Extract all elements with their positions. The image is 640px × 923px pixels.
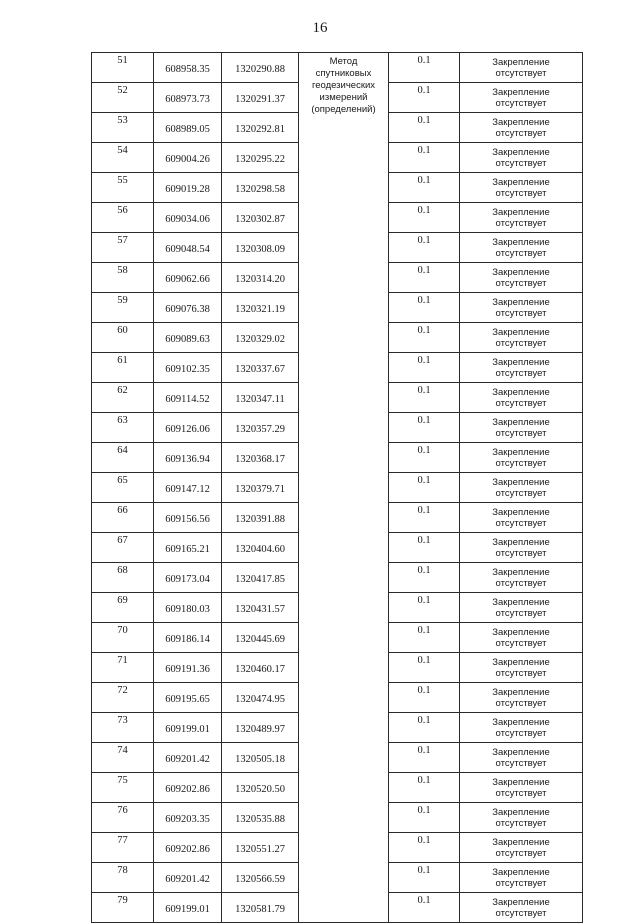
fixing-line-1: Закрепление (492, 206, 550, 218)
point-number-cell: 53 (92, 113, 154, 143)
fixing-cell (460, 143, 583, 173)
point-number-cell: 71 (92, 653, 154, 683)
point-number-cell: 79 (92, 893, 154, 923)
fixing-line-1: Закрепление (492, 176, 550, 188)
x-coordinate-cell: 609048.54 (154, 233, 222, 263)
fixing-line-2: отсутствует (495, 877, 547, 889)
fixing-cell (460, 443, 583, 473)
fixing-line-2: отсутствует (495, 97, 547, 109)
x-coordinate-cell: 609195.65 (154, 683, 222, 713)
x-coordinate-cell: 609019.28 (154, 173, 222, 203)
point-number-cell: 72 (92, 683, 154, 713)
x-coordinate-cell: 609199.01 (154, 713, 222, 743)
fixing-line-2: отсутствует (495, 277, 547, 289)
point-number-cell: 59 (92, 293, 154, 323)
fixing-line-1: Закрепление (492, 86, 550, 98)
accuracy-cell: 0.1 (389, 113, 460, 143)
accuracy-cell: 0.1 (389, 743, 460, 773)
accuracy-cell: 0.1 (389, 563, 460, 593)
y-coordinate-cell: 1320566.59 (222, 863, 299, 893)
y-coordinate-cell: 1320581.79 (222, 893, 299, 923)
point-number-cell: 60 (92, 323, 154, 353)
x-coordinate-cell: 608989.05 (154, 113, 222, 143)
fixing-line-1: Закрепление (492, 446, 550, 458)
accuracy-cell: 0.1 (389, 263, 460, 293)
accuracy-cell: 0.1 (389, 803, 460, 833)
fixing-cell (460, 773, 583, 803)
accuracy-cell: 0.1 (389, 773, 460, 803)
fixing-cell (460, 803, 583, 833)
accuracy-cell: 0.1 (389, 533, 460, 563)
fixing-line-2: отсутствует (495, 397, 547, 409)
point-number-cell: 57 (92, 233, 154, 263)
point-number-cell: 61 (92, 353, 154, 383)
accuracy-cell: 0.1 (389, 593, 460, 623)
y-coordinate-cell: 1320357.29 (222, 413, 299, 443)
x-coordinate-cell: 608958.35 (154, 53, 222, 83)
fixing-cell (460, 203, 583, 233)
accuracy-cell: 0.1 (389, 383, 460, 413)
point-number-cell: 77 (92, 833, 154, 863)
x-coordinate-cell: 609102.35 (154, 353, 222, 383)
fixing-line-2: отсутствует (495, 127, 547, 139)
coordinates-table (91, 52, 583, 923)
x-coordinate-cell: 609203.35 (154, 803, 222, 833)
fixing-cell (460, 323, 583, 353)
fixing-line-2: отсутствует (495, 727, 547, 739)
fixing-cell (460, 863, 583, 893)
fixing-cell (460, 893, 583, 923)
fixing-line-2: отсутствует (495, 697, 547, 709)
fixing-cell (460, 653, 583, 683)
fixing-line-1: Закрепление (492, 596, 550, 608)
fixing-line-1: Закрепление (492, 656, 550, 668)
accuracy-cell: 0.1 (389, 893, 460, 923)
x-coordinate-cell: 609201.42 (154, 743, 222, 773)
fixing-line-1: Закрепление (492, 476, 550, 488)
x-coordinate-cell: 609201.42 (154, 863, 222, 893)
y-coordinate-cell: 1320460.17 (222, 653, 299, 683)
fixing-line-1: Закрепление (492, 326, 550, 338)
y-coordinate-cell: 1320290.88 (222, 53, 299, 83)
y-coordinate-cell: 1320379.71 (222, 473, 299, 503)
fixing-line-2: отсутствует (495, 307, 547, 319)
fixing-cell (460, 263, 583, 293)
x-coordinate-cell: 609173.04 (154, 563, 222, 593)
point-number-cell: 63 (92, 413, 154, 443)
fixing-cell (460, 383, 583, 413)
y-coordinate-cell: 1320308.09 (222, 233, 299, 263)
fixing-cell (460, 173, 583, 203)
point-number-cell: 75 (92, 773, 154, 803)
y-coordinate-cell: 1320292.81 (222, 113, 299, 143)
x-coordinate-cell: 609089.63 (154, 323, 222, 353)
fixing-cell (460, 473, 583, 503)
point-number-cell: 74 (92, 743, 154, 773)
fixing-line-2: отсутствует (495, 427, 547, 439)
fixing-line-1: Закрепление (492, 836, 550, 848)
fixing-cell (460, 683, 583, 713)
fixing-line-2: отсутствует (495, 607, 547, 619)
fixing-line-2: отсутствует (495, 367, 547, 379)
accuracy-cell: 0.1 (389, 413, 460, 443)
fixing-line-1: Закрепление (492, 266, 550, 278)
y-coordinate-cell: 1320337.67 (222, 353, 299, 383)
page-number: 16 (312, 20, 328, 36)
fixing-line-1: Закрепление (492, 506, 550, 518)
fixing-line-1: Закрепление (492, 716, 550, 728)
accuracy-cell: 0.1 (389, 83, 460, 113)
table-row (92, 53, 583, 83)
x-coordinate-cell: 609076.38 (154, 293, 222, 323)
y-coordinate-cell: 1320391.88 (222, 503, 299, 533)
fixing-line-1: Закрепление (492, 146, 550, 158)
accuracy-cell: 0.1 (389, 443, 460, 473)
x-coordinate-cell: 609191.36 (154, 653, 222, 683)
fixing-cell (460, 233, 583, 263)
fixing-cell (460, 563, 583, 593)
x-coordinate-cell: 609004.26 (154, 143, 222, 173)
accuracy-cell: 0.1 (389, 293, 460, 323)
accuracy-cell: 0.1 (389, 713, 460, 743)
y-coordinate-cell: 1320489.97 (222, 713, 299, 743)
fixing-cell (460, 593, 583, 623)
accuracy-cell: 0.1 (389, 173, 460, 203)
point-number-cell: 67 (92, 533, 154, 563)
fixing-cell (460, 113, 583, 143)
fixing-line-1: Закрепление (492, 56, 550, 68)
y-coordinate-cell: 1320321.19 (222, 293, 299, 323)
fixing-line-1: Закрепление (492, 236, 550, 248)
fixing-line-2: отсутствует (495, 577, 547, 589)
point-number-cell: 69 (92, 593, 154, 623)
point-number-cell: 51 (92, 53, 154, 83)
fixing-cell (460, 503, 583, 533)
x-coordinate-cell: 609147.12 (154, 473, 222, 503)
x-coordinate-cell: 609180.03 (154, 593, 222, 623)
x-coordinate-cell: 609202.86 (154, 833, 222, 863)
x-coordinate-cell: 609199.01 (154, 893, 222, 923)
coordinates-table-body (92, 53, 583, 923)
accuracy-cell: 0.1 (389, 653, 460, 683)
accuracy-cell: 0.1 (389, 683, 460, 713)
x-coordinate-cell: 609186.14 (154, 623, 222, 653)
y-coordinate-cell: 1320302.87 (222, 203, 299, 233)
fixing-line-1: Закрепление (492, 896, 550, 908)
y-coordinate-cell: 1320535.88 (222, 803, 299, 833)
fixing-line-2: отсутствует (495, 907, 547, 919)
fixing-line-1: Закрепление (492, 386, 550, 398)
fixing-line-2: отсутствует (495, 487, 547, 499)
fixing-cell (460, 293, 583, 323)
accuracy-cell: 0.1 (389, 833, 460, 863)
accuracy-cell: 0.1 (389, 863, 460, 893)
fixing-cell (460, 623, 583, 653)
point-number-cell: 78 (92, 863, 154, 893)
fixing-line-1: Закрепление (492, 356, 550, 368)
fixing-cell (460, 533, 583, 563)
point-number-cell: 55 (92, 173, 154, 203)
fixing-line-1: Закрепление (492, 296, 550, 308)
x-coordinate-cell: 608973.73 (154, 83, 222, 113)
y-coordinate-cell: 1320295.22 (222, 143, 299, 173)
point-number-cell: 65 (92, 473, 154, 503)
y-coordinate-cell: 1320404.60 (222, 533, 299, 563)
fixing-line-2: отсутствует (495, 217, 547, 229)
point-number-cell: 52 (92, 83, 154, 113)
fixing-line-2: отсутствует (495, 247, 547, 259)
fixing-line-2: отсутствует (495, 547, 547, 559)
fixing-line-1: Закрепление (492, 746, 550, 758)
accuracy-cell: 0.1 (389, 473, 460, 503)
fixing-cell (460, 743, 583, 773)
x-coordinate-cell: 609114.52 (154, 383, 222, 413)
fixing-line-2: отсутствует (495, 157, 547, 169)
y-coordinate-cell: 1320291.37 (222, 83, 299, 113)
y-coordinate-cell: 1320431.57 (222, 593, 299, 623)
fixing-cell (460, 53, 583, 83)
y-coordinate-cell: 1320417.85 (222, 563, 299, 593)
accuracy-cell: 0.1 (389, 143, 460, 173)
fixing-line-1: Закрепление (492, 116, 550, 128)
accuracy-cell: 0.1 (389, 203, 460, 233)
method-cell: Метод спутниковых геодезических измерений (определений) (299, 53, 389, 923)
accuracy-cell: 0.1 (389, 353, 460, 383)
fixing-line-1: Закрепление (492, 866, 550, 878)
fixing-line-2: отсутствует (495, 787, 547, 799)
point-number-cell: 64 (92, 443, 154, 473)
fixing-line-1: Закрепление (492, 566, 550, 578)
point-number-cell: 70 (92, 623, 154, 653)
fixing-line-2: отсутствует (495, 637, 547, 649)
fixing-line-2: отсутствует (495, 187, 547, 199)
point-number-cell: 54 (92, 143, 154, 173)
x-coordinate-cell: 609126.06 (154, 413, 222, 443)
accuracy-cell: 0.1 (389, 623, 460, 653)
point-number-cell: 56 (92, 203, 154, 233)
fixing-cell (460, 83, 583, 113)
x-coordinate-cell: 609165.21 (154, 533, 222, 563)
fixing-cell (460, 413, 583, 443)
fixing-line-1: Закрепление (492, 776, 550, 788)
fixing-line-1: Закрепление (492, 686, 550, 698)
accuracy-cell: 0.1 (389, 233, 460, 263)
accuracy-cell: 0.1 (389, 503, 460, 533)
fixing-cell (460, 833, 583, 863)
fixing-line-1: Закрепление (492, 416, 550, 428)
y-coordinate-cell: 1320505.18 (222, 743, 299, 773)
accuracy-cell: 0.1 (389, 323, 460, 353)
fixing-line-1: Закрепление (492, 806, 550, 818)
y-coordinate-cell: 1320347.11 (222, 383, 299, 413)
fixing-line-2: отсутствует (495, 817, 547, 829)
y-coordinate-cell: 1320368.17 (222, 443, 299, 473)
fixing-line-2: отсутствует (495, 757, 547, 769)
y-coordinate-cell: 1320445.69 (222, 623, 299, 653)
point-number-cell: 58 (92, 263, 154, 293)
fixing-line-2: отсутствует (495, 457, 547, 469)
point-number-cell: 68 (92, 563, 154, 593)
fixing-line-2: отсутствует (495, 667, 547, 679)
point-number-cell: 62 (92, 383, 154, 413)
x-coordinate-cell: 609062.66 (154, 263, 222, 293)
fixing-line-2: отсутствует (495, 337, 547, 349)
y-coordinate-cell: 1320298.58 (222, 173, 299, 203)
point-number-cell: 76 (92, 803, 154, 833)
point-number-cell: 73 (92, 713, 154, 743)
x-coordinate-cell: 609202.86 (154, 773, 222, 803)
y-coordinate-cell: 1320520.50 (222, 773, 299, 803)
x-coordinate-cell: 609156.56 (154, 503, 222, 533)
fixing-line-1: Закрепление (492, 536, 550, 548)
fixing-cell (460, 353, 583, 383)
y-coordinate-cell: 1320314.20 (222, 263, 299, 293)
accuracy-cell: 0.1 (389, 53, 460, 83)
y-coordinate-cell: 1320474.95 (222, 683, 299, 713)
fixing-cell (460, 713, 583, 743)
fixing-line-2: отсутствует (495, 847, 547, 859)
y-coordinate-cell: 1320329.02 (222, 323, 299, 353)
x-coordinate-cell: 609034.06 (154, 203, 222, 233)
x-coordinate-cell: 609136.94 (154, 443, 222, 473)
fixing-line-1: Закрепление (492, 626, 550, 638)
fixing-line-2: отсутствует (495, 67, 547, 79)
fixing-line-2: отсутствует (495, 517, 547, 529)
y-coordinate-cell: 1320551.27 (222, 833, 299, 863)
point-number-cell: 66 (92, 503, 154, 533)
